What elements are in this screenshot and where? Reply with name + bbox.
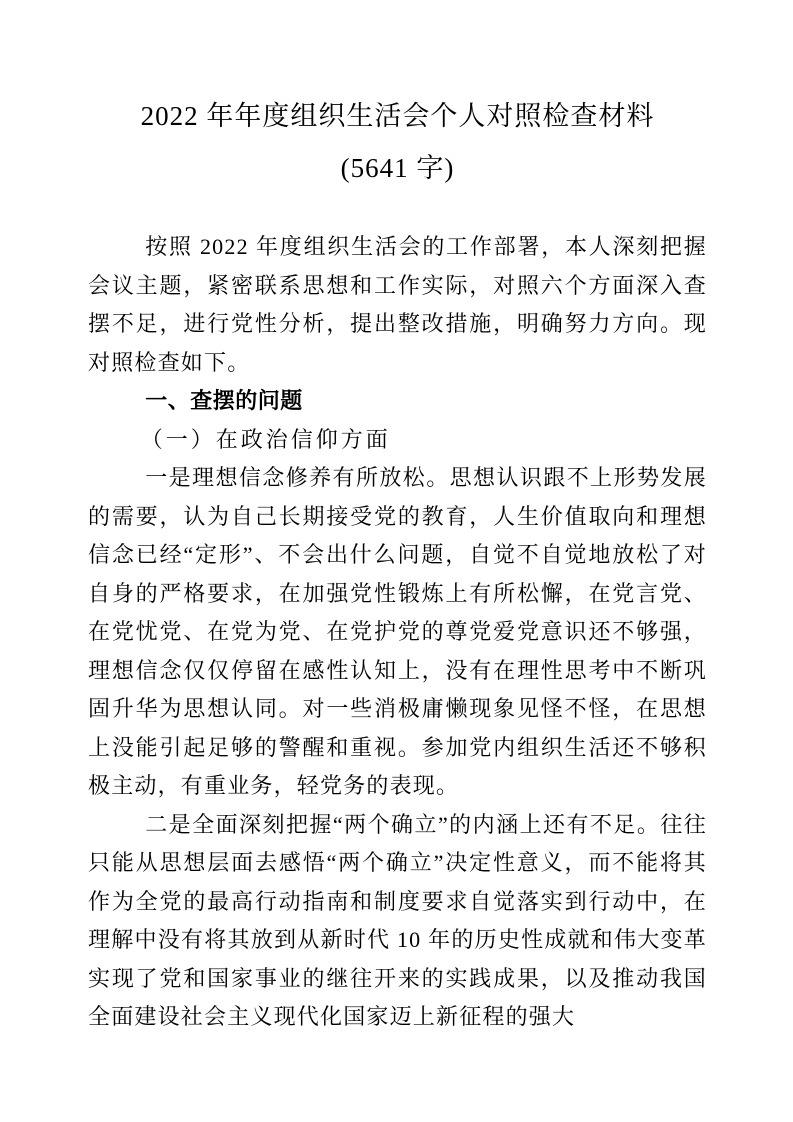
document-title-word-count: (5641 字) xyxy=(340,153,455,183)
document-title xyxy=(88,90,707,194)
section-heading-problems-found: 一、查摆的问题 xyxy=(145,388,303,413)
intro-paragraph: 按照 2022 年度组织生活会的工作部署，本人深刻把握会议主题，紧密联系思想和工作实际，对照六个方面深入查摆不足，进行党性分析，提出整改措施，明确努力方向。现对照检查如下。 xyxy=(88,234,707,375)
document-title-line-1: 2022 年年度组织生活会个人对照检查材料 xyxy=(140,101,655,131)
subsection-heading-political-belief: （一）在政治信仰方面 xyxy=(140,426,391,452)
issue-paragraph-1: 一是理想信念修养有所放松。思想认识跟不上形势发展的需要，认为自己长期接受党的教育，人生价值取向和理想信念已经“定形”、不会出什么问题，自觉不自觉地放松了对自身的严格要求，在加强党性锻炼上有所松懈，在党言党、在党忧党、在党为党、在党护党的尊党爱党意识还不够强，理想信念仅仅停留在感性认知上，没有在理性思考中不断巩固升华为思想认同。对一些消极庸懒现象见怪不怪，在思想上没能引起足够的警醒和重视。参加党内组织生活还不够积极主动，有重业务，轻党务的表现。 xyxy=(88,465,707,798)
issue-paragraph-2: 二是全面深刻把握“两个确立”的内涵上还有不足。往往只能从思想层面去感悟“两个确立”决定性意义，而不能将其作为全党的最高行动指南和制度要求自觉落实到行动中，在理解中没有将其放到从新时代 10 年的历史性成就和伟大变革实现了党和国家事业的继往开来的实践成果，以及推动我国全面建设社会主义现代化国家迈上新征程的强大 xyxy=(88,811,707,1029)
